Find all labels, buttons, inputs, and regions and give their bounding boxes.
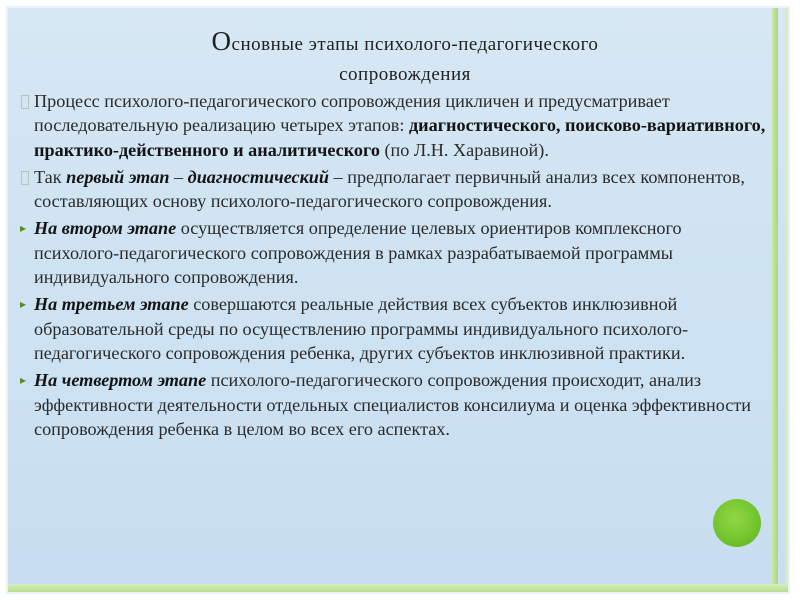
slide-body [22,89,770,444]
list-item [22,165,770,214]
title-line-2: сопровождения [339,64,471,85]
list-item [22,89,770,162]
title-line-1-text: сновные этапы психолого-педагогического [231,34,599,55]
item-emphasis: На четвертом этапе [34,370,207,391]
list-item [22,368,770,441]
item-emphasis: первый этап [66,166,170,187]
list-item [22,292,770,365]
item-text: (по Л.Н. Харавиной). [379,139,549,160]
item-text: – предполагает первичный анализ всех компонентов, составляющих основу психолого-педагогического сопровождения. [34,166,745,212]
right-border-stripe-outer [785,8,788,592]
title-line-1 [40,26,770,60]
list-item [22,216,770,289]
slide-title [40,26,770,90]
item-emphasis: На втором этапе [34,218,177,239]
bullet-icon [21,171,29,185]
title-initial: О [211,26,232,56]
right-border-stripe [772,8,778,592]
bullet-icon [21,95,29,109]
item-text: осуществляется определение целевых ориентиров комплексного психолого-педагогического сопровождения в рамках разрабатываемой программы индивидуального сопровождения. [34,218,682,288]
bullet-icon: ▸ [20,373,27,388]
bottom-border-stripe [8,584,788,592]
bullet-icon: ▸ [20,221,27,236]
bullet-icon: ▸ [20,297,27,312]
item-text: Так [34,166,67,187]
item-text: Процесс психолого-педагогического сопровождения цикличен и предусматривает последовательную реализацию четырех этапов: [34,91,670,136]
item-emphasis: На третьем этапе [34,294,189,315]
item-text: психолого-педагогического сопровождения происходит, анализ эффективности деятельности отдельных специалистов консилиума и оценка эффективности сопровождения ребенка в целом во всех его аспектах. [34,370,752,439]
item-emphasis: диагностического, поисково-вариативного, практико-действенного и аналитического [34,115,766,160]
item-emphasis: диагностический [187,166,334,187]
green-circle-decoration [713,499,761,547]
item-text: – [169,166,188,187]
item-text: совершаются реальные действия всех субъектов инклюзивной образовательной среды по осуществлению программы индивидуального психолого-педагогического сопровождения ребенка, других субъектов инклюзивной практики. [34,294,689,363]
